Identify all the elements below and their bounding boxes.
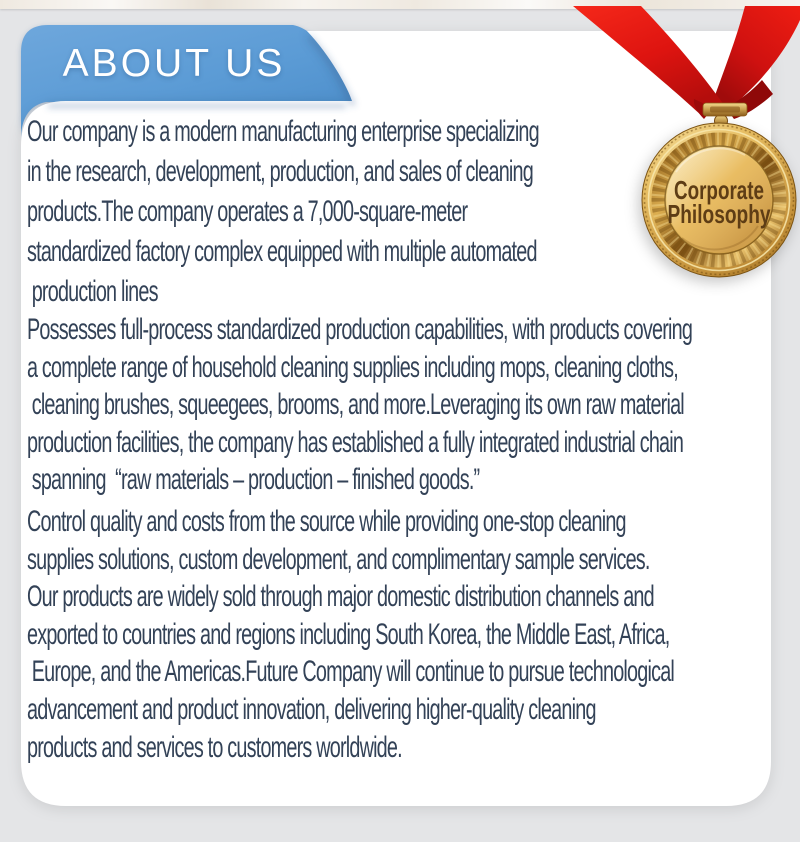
text-line: production lines <box>27 275 158 308</box>
text-line: supplies solutions, custom development, and complimentary sample services. <box>27 542 650 576</box>
text-line: Our products are widely sold through major domestic distribution channels and <box>27 580 654 614</box>
text-line: products and services to customers worldwide. <box>27 730 402 764</box>
about-paragraph-2 <box>27 311 800 499</box>
text-line: Possesses full-process standardized production capabilities, with products covering <box>27 313 693 346</box>
text-line: advancement and product innovation, delivering higher-quality cleaning <box>27 692 596 726</box>
text-line: Europe, and the Americas.Future Company will continue to pursue technological <box>27 655 675 689</box>
text-line: standardized factory complex equipped with multiple automated <box>27 235 537 268</box>
medal-label-line1: Corporate <box>674 175 764 205</box>
about-paragraph-3 <box>27 503 800 766</box>
text-line: cleaning brushes, squeegees, brooms, and more.Leveraging its own raw material <box>27 388 684 422</box>
text-line: exported to countries and regions including South Korea, the Middle East, Africa, <box>27 617 670 651</box>
medal-label-line2: Philosophy <box>667 199 771 229</box>
corporate-philosophy-medal <box>560 6 800 296</box>
text-line: a complete range of household cleaning supplies including mops, cleaning cloths, <box>27 350 678 384</box>
text-line: in the research, development, production, and sales of cleaning <box>27 155 533 188</box>
text-line: Control quality and costs from the source while providing one-stop cleaning <box>27 505 626 538</box>
text-line: Our company is a modern manufacturing enterprise specializing <box>27 115 539 148</box>
medal-graphic <box>642 123 796 277</box>
medal-clasp-slot <box>710 107 740 113</box>
text-line: production facilities, the company has established a fully integrated industrial chain <box>27 425 684 459</box>
text-line: spanning “raw materials – production – finished goods.” <box>27 463 480 497</box>
text-line: products.The company operates a 7,000-square-meter <box>27 195 468 228</box>
about-us-title: ABOUT US <box>62 42 286 85</box>
ribbon-left <box>573 6 727 117</box>
